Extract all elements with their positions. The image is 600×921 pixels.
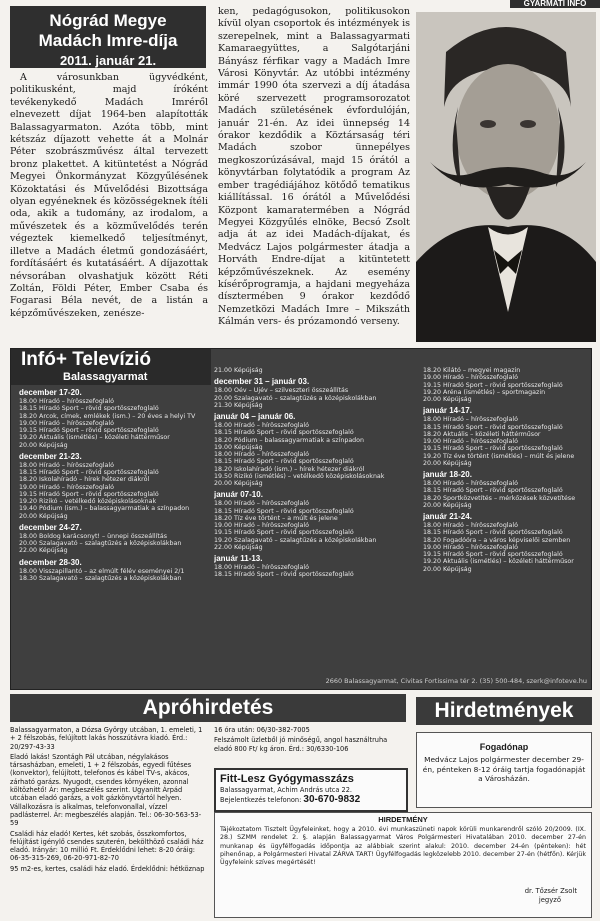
tv-program-row: 19.15 Híradó Sport – rövid sportösszefoglaló	[423, 381, 563, 389]
portrait-drawing	[416, 12, 596, 342]
article-text-col1: A városunkban ügyvédként, politikusként, majd íróként tevékenykedő Madách Imréről elnevezett díjat 1964-ben alapították Balassagyarmaton. Azóta több, mint kétszáz díjazott vehette át a Molnár Péter szobrászművész által tervezett bronz plakettet. A kitüntetést a Nógrád Megyei Önkormányzat Közgyűlésének Közoktatási és Művelődési Bizottsága olyan egyéneknek és közösségeknek ítéli oda, akik a tudomány, az irodalom, a művészetek és a közművelődés terén végeztek kiemelkedő teljesítményt, illetve a Madách életmű gondozásáért, fordításáért és kutatásáért. A díjazottak névsorában olvashatjuk között Réti Zoltán, Földi Péter, Ember Csaba és Fogarasi Béla nevét, de a listán a képzőművészeken, zenésze-	[10, 72, 208, 319]
article-masthead	[10, 6, 206, 68]
massage-ad-address: Balassagyarmat, Achim András utca 22.	[220, 786, 353, 794]
tv-program-row: 18.20 Fogadóóra – a város képviselői szemben	[423, 536, 571, 544]
tv-program-row: 18.30 Szalagavató – szalagtűzés a középiskolákban	[19, 574, 182, 582]
tv-program-row: 20.00 Képújság	[214, 480, 263, 487]
notices-header	[416, 697, 592, 725]
fogadonap-box	[416, 732, 592, 808]
tv-program-row: 19.15 Híradó Sport – rövid sportösszefoglaló	[214, 529, 354, 537]
tv-header	[11, 349, 211, 385]
article-title-line2: Madách Imre-díja	[38, 31, 178, 50]
classifieds-right-column	[214, 726, 406, 766]
tv-column-2	[214, 367, 402, 675]
tv-day-heading: január 21-24.	[423, 512, 472, 521]
tv-program-row: 18.15 Híradó Sport – rövid sportösszefoglaló	[214, 571, 354, 579]
tv-program-row: 22.00 Képújság	[214, 543, 263, 551]
classified-item: Balassagyarmaton, a Dózsa György utcában, 1. emeleti, 1 + 2 félszobás, felújított lakás hosszútávra kiadó. Érd.: 20/297-43-33	[10, 726, 203, 751]
hirdetmeny-signature: dr. Tőzsér Zsolt	[524, 887, 577, 895]
article-text-col2: ken, pedagógusokon, politikusokon kívül olyan csoportok és intézmények is szerepelnek, mint a Balassagyarmati Kamaraegyüttes, a Salgótarjáni Bányász férfikar vagy a Madách Imre Városi Könyvtár. Az utóbbi intézmény immár 1990 óta szervezi a díj átadása köré szervezett programsorozatot Madách születésének évfordulóján, január 21-én. Az idei ünnepség 14 órakor kezdődik a Köztársaság téri Madách szobor ünnepélyes megkoszorúzásával, majd 15 órától a könyvtárban folytatódik a program Az ember tragédiájához kötődő tematikus kiállítással. 16 órától a Művelődési Központ kamaratermében a Nógrád Megyei Közgyűlés elnöke, Becsó Zsolt adja át az idei Madách-díjakat, és Medvácz Lajos polgármester átadja a Horváth Endre-díjat a kitüntetett képzőművészeknek. Az esemény kísérőprogramja, a hajdani megyeháza dísztermében 9 órakor kezdődő Nemzetközi Madách Imre – Mikszáth Kálmán vers- és prózamondó verseny.	[218, 6, 410, 328]
tv-column-3	[423, 367, 585, 675]
massage-ad-booking-label: Bejelentkezés telefonon:	[220, 796, 302, 804]
tv-footer-contact: 2660 Balassagyarmat, Civitas Fortissima tér 2. (35) 500-484, szerk@infoteve.hu	[325, 677, 587, 685]
tv-program-row: 19.20 Aktuális (ismétlés) – közéleti háttérműsor	[19, 434, 170, 442]
tv-program-row: 19.15 Híradó Sport – rövid sportösszefoglaló	[19, 427, 159, 434]
tv-program-row: 18.15 Híradó Sport – rövid sportösszefoglaló	[423, 529, 563, 537]
hirdetmeny-title: HIRDETMÉNY	[378, 815, 428, 824]
classifieds-left-column	[10, 726, 206, 916]
massage-ad	[214, 768, 408, 812]
tv-program-row: 18.00 Híradó – hírösszefoglaló	[214, 451, 310, 458]
massage-ad-booking	[216, 794, 406, 805]
tv-program-row: 19.00 Híradó – hírösszefoglaló	[214, 522, 310, 529]
tv-column-1	[19, 385, 207, 675]
tv-program-row: 18.20 Pódium – balassagyarmatiak a színpadon	[214, 436, 365, 444]
tv-day-heading: december 21-23.	[19, 451, 82, 461]
classifieds-title: Apróhirdetés	[142, 696, 274, 719]
classified-item: Felszámolt üzletből jó minőségű, angol használtruha eladó 800 Ft/ kg áron. Érd.: 30/6330-106	[214, 736, 388, 753]
tv-program-row: 18.00 Boldog karácsonyt! – ünnepi összeállítás	[19, 532, 168, 540]
tv-program-row: 19.15 Híradó Sport – rövid sportösszefoglaló	[19, 490, 159, 498]
article-column-2	[218, 6, 410, 340]
hirdetmeny-signature-role: jegyző	[538, 896, 561, 904]
tv-program-row: 18.00 Híradó – hírösszefoglaló	[214, 564, 310, 571]
tv-day-heading: december 31 – január 03.	[214, 377, 310, 387]
article-column-1	[10, 72, 208, 340]
tv-program-row: 21.00 Képújság	[214, 367, 263, 374]
massage-ad-phone: 30-670-9832	[303, 794, 361, 805]
tv-day-heading: december 28-30.	[19, 557, 82, 567]
tv-program-row: 20.00 Képújság	[423, 459, 472, 467]
article-date: 2011. január 21.	[59, 53, 157, 68]
tv-program-row: 18.15 Híradó Sport – rövid sportösszefoglaló	[423, 423, 563, 431]
tv-title: Infó+ Televízió	[21, 349, 152, 370]
tv-program-row: 18.20 Kilátó – megyei magazin	[423, 367, 521, 374]
tv-program-row: 19.20 Szalagavató – szalagtűzés a középiskolákban	[214, 536, 377, 544]
tv-program-row: 18.00 Híradó – hírösszefoglaló	[423, 480, 519, 487]
tv-program-row: 19.00 Híradó – hírösszefoglaló	[19, 419, 115, 427]
tv-program-row: 18.00 Híradó – hírösszefoglaló	[19, 398, 115, 405]
classifieds-header	[10, 694, 406, 722]
tv-program-row: 18.15 Híradó Sport – rövid sportösszefoglaló	[214, 429, 354, 437]
tv-program-row: 20.00 Képújság	[19, 512, 68, 520]
tv-day-heading: december 24-27.	[19, 522, 82, 532]
tv-program-row: 19.20 Rizikó – vetélkedő középiskolásoknak	[19, 498, 157, 505]
corner-label: GYARMATI INFO	[510, 0, 600, 8]
tv-program-row: 20.00 Képújság	[423, 565, 472, 573]
tv-program-row: 18.15 Híradó Sport – rövid sportösszefoglaló	[214, 507, 354, 515]
classified-item: Családi ház eladó! Kertes, két szobás, összkomfortos, felújítást igénylő csendes szuterén, bekölthöző családi ház eladó. Irányár: 10 millió Ft. Érdeklődni lehet: 8-20 óráig: 06-35-315-269, 06-20-971-82-70	[10, 829, 204, 863]
tv-program-row: 19.20 Tíz éve történt (ismétlés) – múlt és jelene	[423, 452, 575, 460]
tv-program-row: 18.00 Híradó – hírösszefoglaló	[214, 422, 310, 429]
tv-day-heading: január 18-20.	[423, 470, 472, 479]
tv-program-row: 18.20 Sportközvetítés – mérkőzések közvetítése	[423, 494, 576, 502]
tv-day-heading: január 11-13.	[214, 554, 263, 563]
massage-ad-title: Fitt-Lesz Gyógymasszázs	[220, 773, 354, 785]
tv-program-row: 19.00 Képújság	[214, 443, 263, 451]
tv-program-row: 18.00 Híradó – hírösszefoglaló	[19, 461, 115, 469]
tv-listings-panel	[10, 348, 592, 690]
tv-program-row: 20.00 Képújság	[423, 396, 472, 403]
notices-title: Hirdetmények	[434, 699, 574, 722]
tv-program-row: 19.15 Híradó Sport – rövid sportösszefoglaló	[423, 445, 563, 453]
tv-program-row: 19.20 Aréna (ismétlés) – sportmagazin	[423, 388, 546, 396]
tv-program-row: 19.15 Híradó Sport – rövid sportösszefoglaló	[423, 551, 563, 558]
tv-day-heading: január 14-17.	[423, 406, 472, 416]
tv-program-row: 20.00 Szalagavató – szalagtűzés a középiskolákban	[214, 394, 377, 402]
hirdetmeny-box	[214, 812, 592, 918]
tv-program-row: 19.40 Pódium (ism.) – balassagyarmatiak a színpadon	[19, 505, 190, 513]
tv-program-row: 18.00 Óév – Újév – szilveszteri összeállítás	[214, 387, 349, 395]
tv-subtitle: Balassagyarmat	[63, 371, 148, 383]
tv-program-row: 19.00 Híradó – hírösszefoglaló	[423, 438, 519, 445]
tv-program-row: 19.00 Híradó – hírösszefoglaló	[19, 483, 115, 491]
tv-program-row: 18.00 Híradó – hírösszefoglaló	[423, 522, 519, 529]
tv-program-row: 18.00 Híradó – hírösszefoglaló	[423, 416, 519, 424]
tv-program-row: 18.20 Aktuális – közéleti háttérműsor	[423, 430, 541, 438]
article-title-line1: Nógrád Megye	[49, 11, 167, 30]
tv-program-row: 18.00 Visszapillantó – az elmúlt félév eseményei 2/1	[19, 567, 185, 575]
tv-program-row: 18.20 Tíz éve történt – a múlt és jelene	[214, 514, 338, 522]
tv-program-row: 19.50 Rizikó (ismétlés) – vetélkedő középiskolásoknak	[214, 472, 385, 480]
tv-day-heading: január 07-10.	[214, 490, 263, 500]
tv-program-row: 18.15 Híradó Sport – rövid sportösszefoglaló	[423, 487, 563, 495]
classified-item: 95 m2-es, kertes, családi ház eladó. Érdeklődni: hétköznap	[10, 864, 205, 873]
tv-program-row: 22.00 Képújság	[19, 547, 68, 555]
tv-program-row: 20.00 Szalagavató – szalagtűzés a középiskolákban	[19, 540, 182, 547]
tv-program-row: 18.00 Híradó – hírösszefoglaló	[214, 500, 310, 508]
tv-program-row: 18.20 Arcok, címek, emlékek (ism.) – 20 éves a helyi TV	[19, 412, 196, 420]
hirdetmeny-text: Tájékoztatom Tisztelt Ügyfeleinket, hogy a 2010. évi munkaszüneti napok körüli munkarendről szóló 20/2009. (IX. 28.) SZMM rendelet 2. §. alapján Balassagyarmat Város Polgármesteri Hivatalában 2010. december 27-én munkanap és ügyfélfogadás időpontja az alábbiak szerint alakul: 2010. december 24-én (pénteken): hét pihenőnap, a Polgármesteri Hivatal ZÁRVA TART! Ügyfélfogadás legközelebb 2010. december 27-én (hétfőn). Kérjük Ügyfeleink szíves megértését!	[220, 826, 586, 867]
tv-program-row: 21.30 Képújság	[214, 401, 263, 409]
tv-program-row: 18.15 Híradó Sport – rövid sportösszefoglaló	[19, 469, 159, 476]
tv-day-heading: január 04 – január 06.	[214, 412, 296, 421]
fogadonap-title: Fogadónap	[479, 742, 529, 752]
portrait-image	[416, 12, 596, 342]
tv-program-row: 20.00 Képújság	[19, 441, 68, 449]
classified-item: 16 óra után: 06/30-382-7005	[214, 726, 310, 734]
tv-program-row: 18.15 Híradó Sport – rövid sportösszefoglaló	[214, 458, 354, 466]
tv-program-row: 19.00 Híradó – hírösszefoglaló	[423, 374, 519, 382]
tv-program-row: 19.00 Híradó – hírösszefoglaló	[423, 543, 519, 551]
tv-program-row: 18.20 Iskolahíradó – hírek hétezer diákról	[19, 476, 150, 484]
tv-program-row: 18.20 Iskolahíradó (ism.) – hírek hétezer diákról	[214, 465, 365, 473]
tv-program-row: 18.15 Híradó Sport – rövid sportösszefoglaló	[19, 405, 159, 413]
fogadonap-text: Medvácz Lajos polgármester december 29-én, pénteken 8-12 óráig tartja fogadónapját a Városházán.	[422, 755, 586, 784]
tv-day-heading: december 17-20.	[19, 388, 82, 397]
tv-program-row: 20.00 Képújság	[423, 501, 472, 509]
tv-program-row: 19.20 Aktuális (ismétlés) – közéleti háttérműsor	[423, 558, 574, 566]
classified-item: Eladó lakás! Szontágh Pál utcában, négylakásos társasházban, emeleti, 1 + 2 félszobás, egyedi fűtéses (konvektor), felújított, telefonos és kábel TV-s, akácos, zárható garázs. Nyugodt, csendes környéken, azonnal költözhető! Ár: megbeszélés szerint. Ugyanitt Árpád utcában eladó garázs, a volt gázkönyvtártól helyen. Vállalkozásra is alkalmas, telefonvonallal, vízzel padlásterrel. Ár: megbeszélés alapján. Tel.: 06-30-563-53-59	[10, 752, 202, 828]
